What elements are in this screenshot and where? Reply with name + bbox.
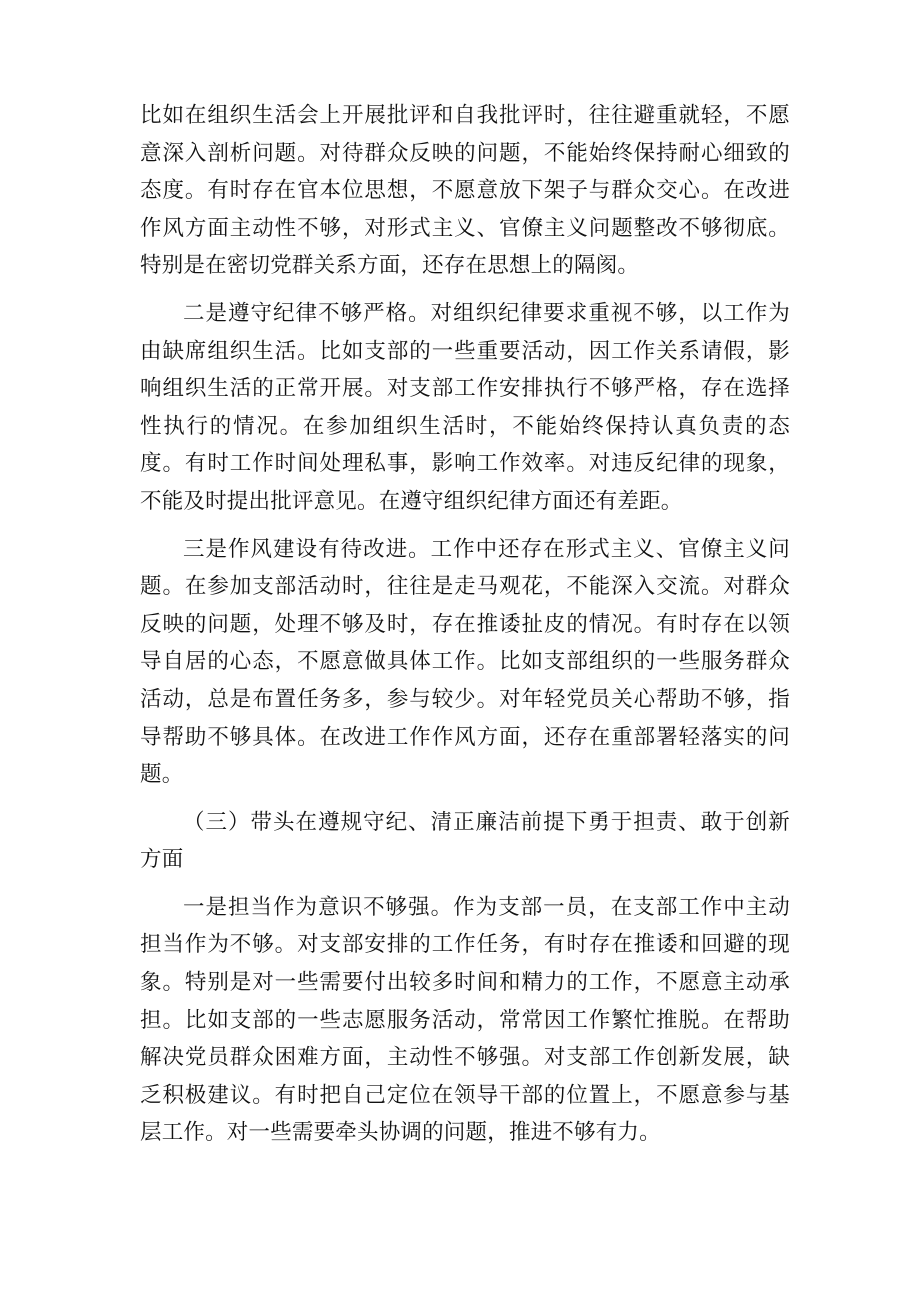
paragraph-responsibility: 一是担当作为意识不够强。作为支部一员，在支部工作中主动担当作为不够。对支部安排的工作任务，有时存在推诿和回避的现象。特别是对一些需要付出较多时间和精力的工作，不愿意主动承担。比如支部的一些志愿服务活动，常常因工作繁忙推脱。在帮助解决党员群众困难方面，主动性不够强。对支部工作创新发展，缺乏积极建议。有时把自己定位在领导干部的位置上，不愿意参与基层工作。对一些需要牵头协调的问题，推进不够有力。	[140, 894, 790, 1146]
paragraph-discipline: 二是遵守纪律不够严格。对组织纪律要求重视不够，以工作为由缺席组织生活。比如支部的一些重要活动，因工作关系请假，影响组织生活的正常开展。对支部工作安排执行不够严格，存在选择性执行的情况。在参加组织生活时，不能始终保持认真负责的态度。有时工作时间处理私事，影响工作效率。对违反纪律的现象，不能及时提出批评意见。在遵守组织纪律方面还有差距。	[140, 300, 790, 514]
document-body	[140, 97, 790, 1162]
section-heading-three: （三）带头在遵规守纪、清正廉洁前提下勇于担责、敢于创新方面	[140, 809, 790, 873]
paragraph-work-style: 三是作风建设有待改进。工作中还存在形式主义、官僚主义问题。在参加支部活动时，往往是走马观花，不能深入交流。对群众反映的问题，处理不够及时，存在推诿扯皮的情况。有时存在以领导自居的心态，不愿意做具体工作。比如支部组织的一些服务群众活动，总是布置任务多，参与较少。对年轻党员关心帮助不够，指导帮助不够具体。在改进工作作风方面，还存在重部署轻落实的问题。	[140, 536, 790, 788]
paragraph-continuation: 比如在组织生活会上开展批评和自我批评时，往往避重就轻，不愿意深入剖析问题。对待群众反映的问题，不能始终保持耐心细致的态度。有时存在官本位思想，不愿意放下架子与群众交心。在改进作风方面主动性不够，对形式主义、官僚主义问题整改不够彻底。特别是在密切党群关系方面，还存在思想上的隔阂。	[140, 103, 790, 279]
